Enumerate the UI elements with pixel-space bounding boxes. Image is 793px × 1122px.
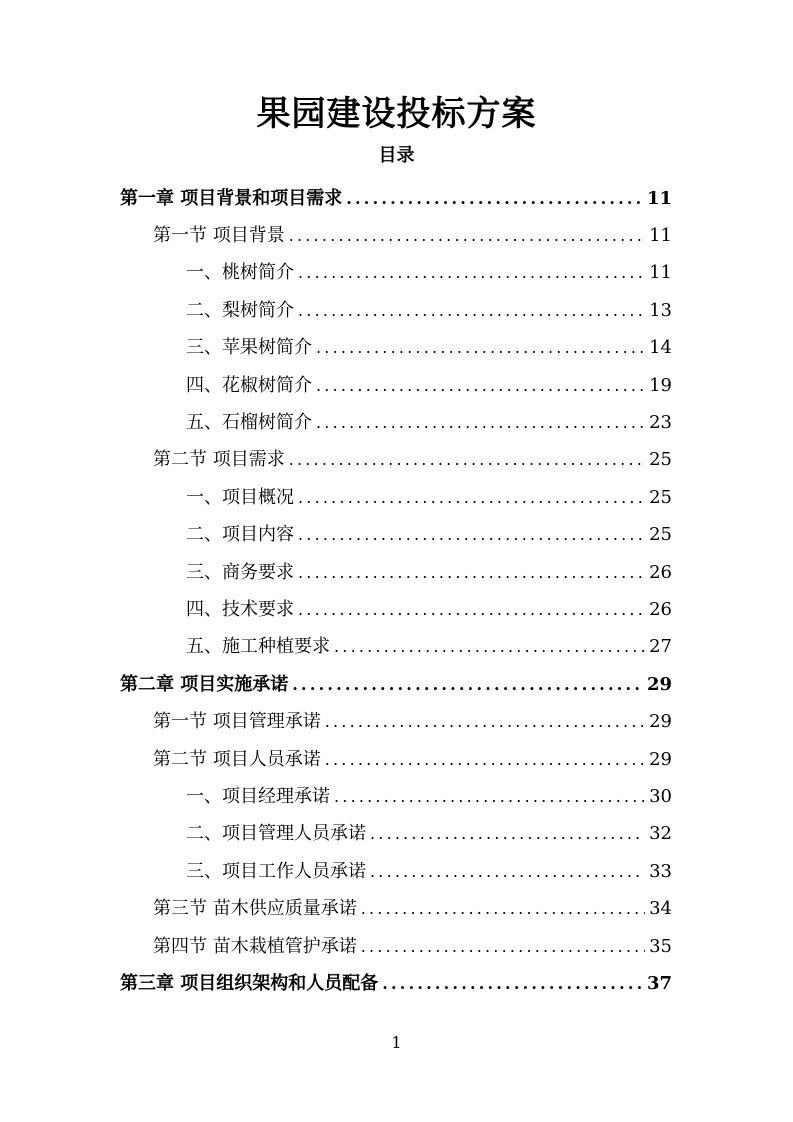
toc-dot-leader <box>298 261 645 285</box>
toc-dot-leader <box>334 635 645 659</box>
toc-subsection-entry[interactable] <box>0 479 672 516</box>
toc-entry-page: 30 <box>649 785 672 807</box>
toc-subsection-entry[interactable] <box>0 591 672 628</box>
toc-entry-page: 35 <box>649 935 672 957</box>
toc-entry-label: 第一章 项目背景和项目需求 <box>120 187 343 209</box>
toc-entry-label: 三、项目工作人员承诺 <box>186 860 366 882</box>
toc-dot-leader <box>298 598 645 622</box>
toc-entry-label: 一、项目概况 <box>186 486 294 508</box>
toc-section-entry[interactable] <box>0 928 672 965</box>
toc-dot-leader <box>289 224 645 248</box>
toc-dot-leader <box>361 935 645 959</box>
toc-entry-label: 第三节 苗木供应质量承诺 <box>153 898 357 920</box>
toc-entry-label: 第一节 项目背景 <box>153 225 285 247</box>
toc-chapter-entry[interactable] <box>0 666 672 703</box>
toc-subsection-entry[interactable] <box>0 255 672 292</box>
toc-dot-leader <box>316 336 645 360</box>
toc-subsection-entry[interactable] <box>0 330 672 367</box>
toc-dot-leader <box>316 374 645 398</box>
toc-entry-page: 25 <box>649 486 672 508</box>
toc-chapter-entry[interactable] <box>0 965 672 1002</box>
toc-entry-label: 一、桃树简介 <box>186 262 294 284</box>
toc-dot-leader <box>325 748 645 772</box>
toc-subsection-entry[interactable] <box>0 292 672 329</box>
toc-entry-label: 四、技术要求 <box>186 598 294 620</box>
toc-entry-page: 32 <box>649 823 672 845</box>
toc-section-entry[interactable] <box>0 741 672 778</box>
toc-dot-leader <box>382 972 643 996</box>
toc-heading: 目录 <box>378 145 415 166</box>
toc-subsection-entry[interactable] <box>0 554 672 591</box>
toc-entry-page: 29 <box>649 748 672 770</box>
toc-entry-page: 13 <box>649 299 672 321</box>
toc-subsection-entry[interactable] <box>0 517 672 554</box>
toc-entry-page: 25 <box>649 449 672 471</box>
toc-entry-page: 33 <box>649 860 672 882</box>
table-of-contents <box>0 180 793 1003</box>
toc-subsection-entry[interactable] <box>0 853 672 890</box>
toc-entry-label: 第三章 项目组织架构和人员配备 <box>120 972 379 994</box>
toc-entry-page: 14 <box>649 337 672 359</box>
toc-subsection-entry[interactable] <box>0 367 672 404</box>
toc-subsection-entry[interactable] <box>0 629 672 666</box>
toc-subsection-entry[interactable] <box>0 816 672 853</box>
toc-entry-label: 二、项目管理人员承诺 <box>186 823 366 845</box>
toc-dot-leader <box>298 523 645 547</box>
toc-entry-page: 26 <box>649 561 672 583</box>
toc-entry-page: 34 <box>649 898 672 920</box>
toc-entry-page: 26 <box>649 598 672 620</box>
toc-entry-label: 第二章 项目实施承诺 <box>120 673 289 695</box>
toc-dot-leader <box>298 561 645 585</box>
toc-entry-label: 三、商务要求 <box>186 561 294 583</box>
document-title: 果园建设投标方案 <box>256 94 537 134</box>
toc-entry-label: 二、梨树简介 <box>186 299 294 321</box>
toc-section-entry[interactable] <box>0 703 672 740</box>
page-number: 1 <box>391 1033 402 1052</box>
toc-entry-page: 11 <box>646 187 672 209</box>
toc-entry-label: 五、石榴树简介 <box>186 412 312 434</box>
toc-dot-leader <box>298 299 645 323</box>
toc-entry-label: 第二节 项目需求 <box>153 449 285 471</box>
toc-chapter-entry[interactable] <box>0 180 672 217</box>
toc-dot-leader <box>298 486 645 510</box>
toc-entry-page: 37 <box>646 972 672 994</box>
toc-entry-page: 27 <box>649 636 672 658</box>
toc-dot-leader <box>289 448 645 472</box>
toc-entry-label: 三、苹果树简介 <box>186 337 312 359</box>
toc-entry-page: 23 <box>649 412 672 434</box>
toc-section-entry[interactable] <box>0 890 672 927</box>
toc-dot-leader <box>292 673 643 697</box>
toc-dot-leader <box>370 822 645 846</box>
toc-entry-label: 第四节 苗木栽植管护承诺 <box>153 935 357 957</box>
toc-subsection-entry[interactable] <box>0 778 672 815</box>
toc-dot-leader <box>346 187 643 211</box>
toc-dot-leader <box>316 411 645 435</box>
toc-entry-label: 四、花椒树简介 <box>186 374 312 396</box>
toc-entry-label: 二、项目内容 <box>186 524 294 546</box>
toc-entry-page: 29 <box>646 673 672 695</box>
toc-subsection-entry[interactable] <box>0 404 672 441</box>
toc-entry-label: 一、项目经理承诺 <box>186 785 330 807</box>
toc-entry-label: 第一节 项目管理承诺 <box>153 711 321 733</box>
toc-dot-leader <box>325 710 645 734</box>
toc-entry-page: 25 <box>649 524 672 546</box>
toc-dot-leader <box>361 897 645 921</box>
toc-entry-page: 19 <box>649 374 672 396</box>
toc-section-entry[interactable] <box>0 217 672 254</box>
toc-entry-page: 29 <box>649 711 672 733</box>
toc-dot-leader <box>334 785 645 809</box>
toc-entry-label: 第二节 项目人员承诺 <box>153 748 321 770</box>
toc-entry-page: 11 <box>649 225 672 247</box>
toc-dot-leader <box>370 860 645 884</box>
toc-entry-label: 五、施工种植要求 <box>186 636 330 658</box>
toc-section-entry[interactable] <box>0 442 672 479</box>
toc-entry-page: 11 <box>649 262 672 284</box>
